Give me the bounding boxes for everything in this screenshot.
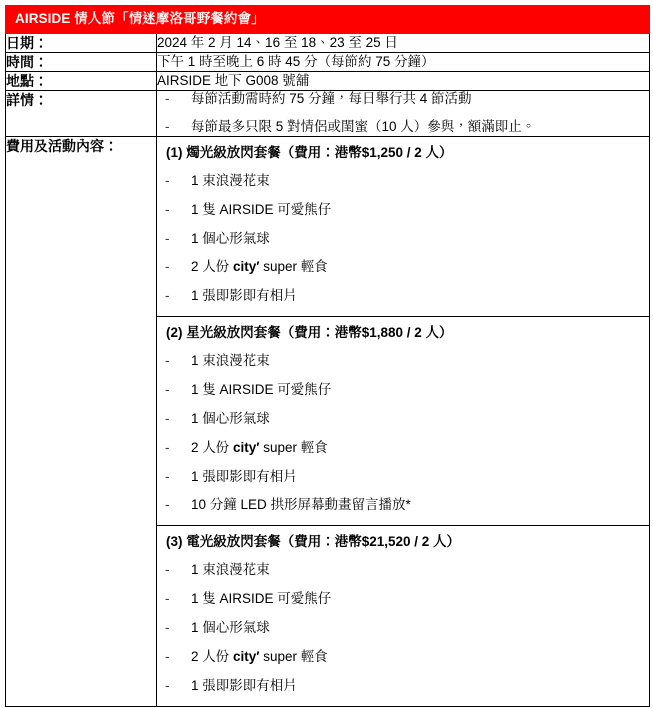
package-contents-list [157, 353, 643, 514]
event-title: AIRSIDE 情人節「情迷摩洛哥野餐約會」 [15, 11, 265, 26]
package-content-item: - 1 隻 AIRSIDE 可愛熊仔 [157, 382, 643, 399]
details-list-item: - 每節活動需時約 75 分鐘，每日舉行共 4 節活動 [157, 91, 649, 108]
package-content-item: - 1 個心形氣球 [157, 620, 643, 637]
package-block [157, 317, 649, 526]
package-title: (3) 電光級放閃套餐（費用：港幣$21,520 / 2 人） [166, 534, 461, 550]
table-row-time [6, 52, 650, 71]
time-label: 時間： [6, 52, 157, 71]
date-value: 2024 年 2 月 14、16 至 18、23 至 25 日 [157, 33, 650, 52]
table-row-packages [6, 136, 650, 706]
city-super-brand: city′ [233, 259, 260, 275]
banner-cell [6, 6, 650, 34]
package-content-item: - 1 張即影即有相片 [157, 288, 643, 305]
details-list [157, 91, 649, 136]
package-content-item: - 1 個心形氣球 [157, 231, 643, 248]
package-content-item: - 1 個心形氣球 [157, 411, 643, 428]
venue-label: 地點： [6, 71, 157, 90]
details-label: 詳情： [6, 91, 157, 137]
date-label: 日期： [6, 33, 157, 52]
time-value: 下午 1 時至晚上 6 時 45 分（每節約 75 分鐘） [157, 52, 650, 71]
package-contents-list [157, 562, 643, 694]
package-block [157, 137, 649, 317]
package-content-item: - 10 分鐘 LED 拱形屏幕動畫留言播放* [157, 497, 643, 514]
package-content-item: - 1 隻 AIRSIDE 可愛熊仔 [157, 591, 643, 608]
city-super-brand: city′ [233, 439, 260, 455]
package-content-item: - 1 束浪漫花束 [157, 353, 643, 370]
packages-value [157, 136, 650, 706]
package-content-item: - 2 人份 city′ super 輕食 [157, 649, 643, 666]
package-content-item: - 2 人份 city′ super 輕食 [157, 440, 643, 457]
venue-value: AIRSIDE 地下 G008 號舖 [157, 71, 650, 90]
package-content-item: - 2 人份 city′ super 輕食 [157, 259, 643, 276]
table-row-date [6, 33, 650, 52]
table-row-venue [6, 71, 650, 90]
table-row-details [6, 91, 650, 137]
package-title: (2) 星光級放閃套餐（費用：港幣$1,880 / 2 人） [166, 325, 453, 341]
city-super-brand: city′ [233, 648, 260, 664]
package-content-item: - 1 隻 AIRSIDE 可愛熊仔 [157, 202, 643, 219]
package-content-item: - 1 束浪漫花束 [157, 173, 643, 190]
packages-label: 費用及活動內容： [6, 136, 157, 706]
package-title: (1) 燭光級放閃套餐（費用：港幣$1,250 / 2 人） [166, 144, 453, 160]
package-contents-list [157, 173, 643, 305]
details-list-item: - 每節最多只限 5 對情侶或閨蜜（10 人）參與，額滿即止。 [157, 119, 649, 136]
event-info-table [5, 5, 650, 707]
table-header-row [6, 6, 650, 34]
details-value [157, 91, 650, 137]
package-content-item: - 1 束浪漫花束 [157, 562, 643, 579]
package-block [157, 526, 649, 705]
package-content-item: - 1 張即影即有相片 [157, 678, 643, 695]
package-content-item: - 1 張即影即有相片 [157, 469, 643, 486]
